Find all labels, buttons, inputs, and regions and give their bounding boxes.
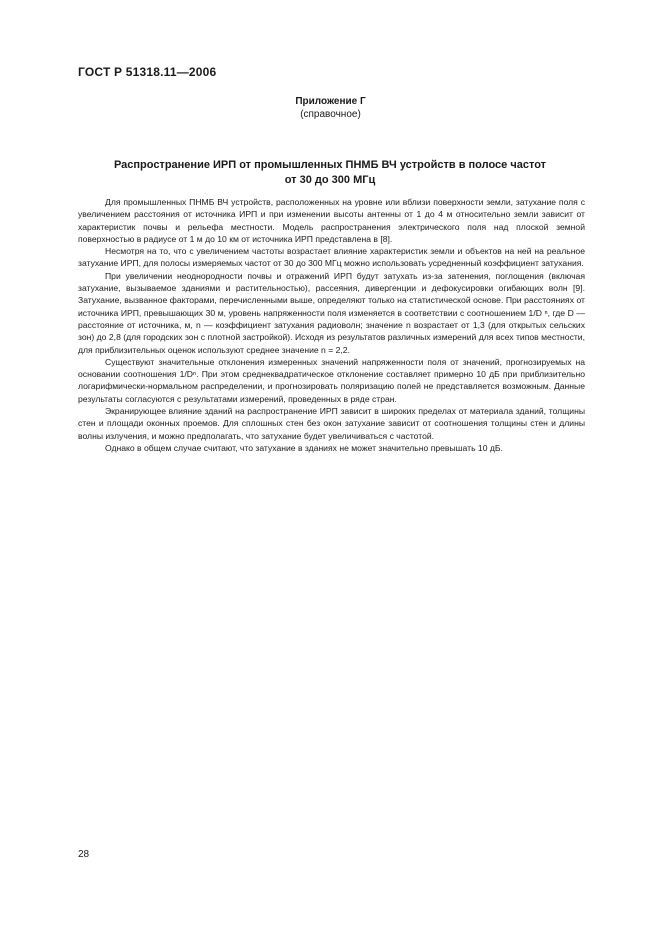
- annex-subtitle: (справочное): [300, 109, 361, 120]
- section-title-line-2: от 30 до 300 МГц: [284, 174, 376, 186]
- annex-heading: [0, 95, 661, 121]
- paragraph: Для промышленных ПНМБ ВЧ устройств, расположенных на уровне или вблизи поверхности земли, затухание поля с увеличением расстояния от источника ИРП и при изменении высоты антенны от 1 до 4 м относительно земли зависит от характеристик почвы и рельефа местности. Модель распространения электрического поля над плоской земной поверхностью в радиусе от 1 м до 10 км от источника ИРП представлена в [8].: [78, 197, 585, 244]
- paragraph: При увеличении неоднородности почвы и отражений ИРП будут затухать из-за затенения, поглощения (включая затухание, вызываемое зданиями и растительностью), рассеяния, дивергенции и дефокусировки огибающих волн [9]. Затухание, вызванное факторами, перечисленными выше, определяют только на статистической основе. При расстояниях от источника ИРП, превышающих 30 м, уровень напряженности поля изменяется в соответствии с соотношением 1/D ⁿ, где D — расстояние от источника, м, n — коэффициент затухания радиоволн; значение n возрастает от 1,3 (для открытых сельских зон) до 2,8 (для городских зон с плотной застройкой). Исходя из результатов различных измерений для всех типов местности, для приблизительных оценок используют среднее значение n = 2,2.: [78, 270, 585, 355]
- paragraph: Несмотря на то, что с увеличением частоты возрастает влияние характеристик земли и объектов на ней на реальное затухание ИРП, для полосы измеряемых частот от 30 до 300 МГц можно использовать усредненный коэффициент затухания.: [78, 246, 585, 269]
- page-number: 28: [78, 849, 90, 860]
- annex-title: Приложение Г: [295, 96, 366, 107]
- paragraph: Экранирующее влияние зданий на распространение ИРП зависит в широких пределах от материала зданий, толщины стен и площади оконных проемов. Для сплошных стен без окон затухание зависит от соотношения толщины стен и длины волны излучения, и можно предполагать, что затухание будет увеличиваться с частотой.: [78, 406, 585, 441]
- section-title-line-1: Распространение ИРП от промышленных ПНМБ ВЧ устройств в полосе частот: [113, 159, 547, 171]
- body-text: [78, 196, 585, 454]
- paragraph: Существуют значительные отклонения измеренных значений напряженности поля от значений, прогнозируемых на основании соотношения 1/Dⁿ. При этом среднеквадратическое отклонение составляет примерно 10 дБ при приблизительно логарифмически-нормальном распределении, и прогнозировать поляризацию полей не представляется возможным. Данные результаты согласуются с результатами измерений, проведенных в ряде стран.: [78, 356, 585, 404]
- standard-id: ГОСТ Р 51318.11—2006: [78, 65, 217, 79]
- section-title: [78, 158, 582, 188]
- paragraph: Однако в общем случае считают, что затухание в зданиях не может значительно превышать 10 дБ.: [105, 442, 503, 453]
